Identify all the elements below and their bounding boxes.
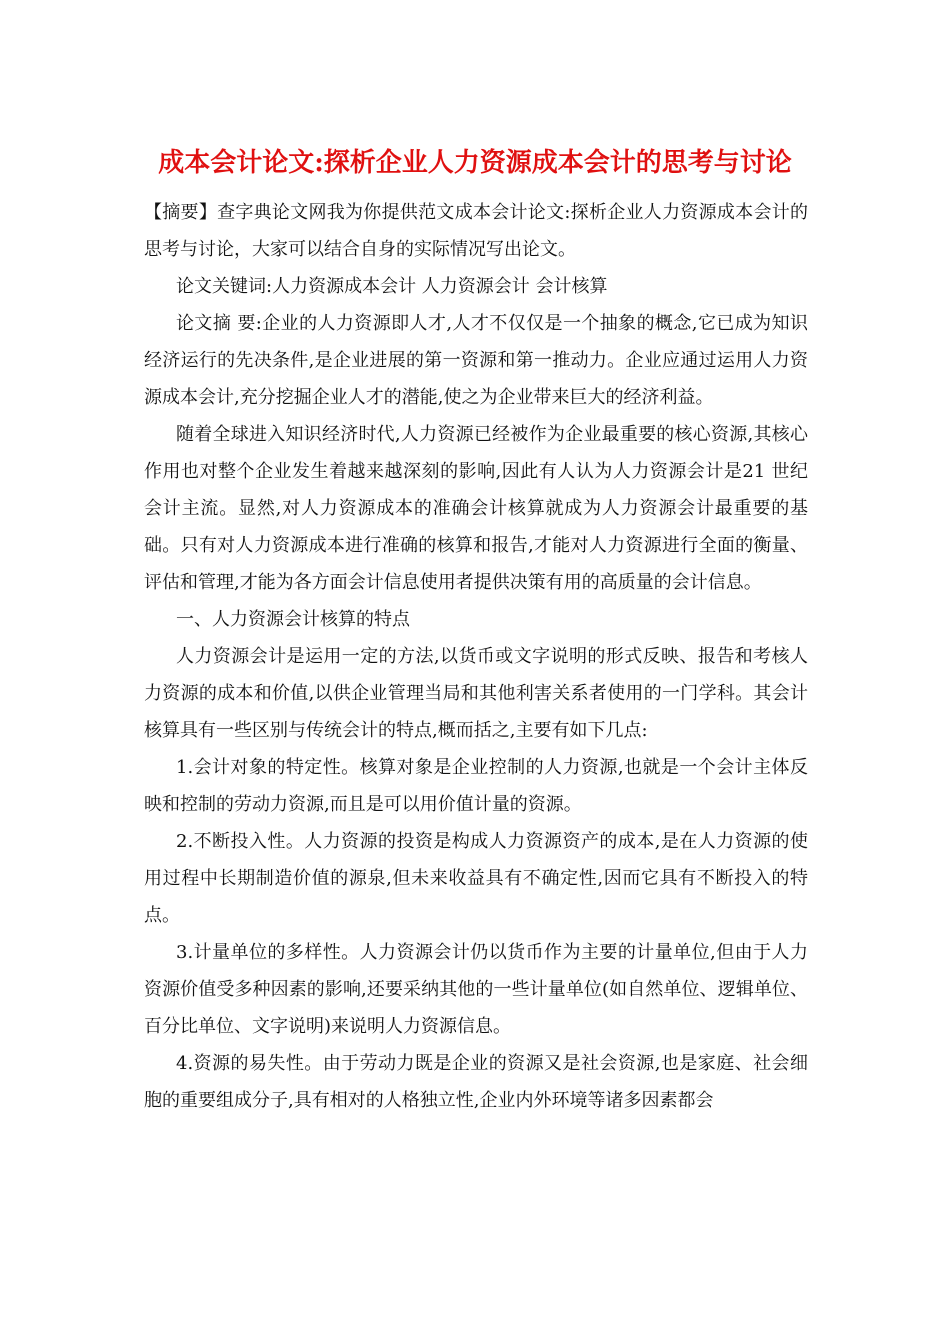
section-heading: 一、人力资源会计核算的特点: [176, 609, 410, 630]
body-paragraph: 人力资源会计是运用一定的方法,以货币或文字说明的形式反映、报告和考核人力资源的成本和价值,以供企业管理当局和其他利害关系者使用的一门学科。其会计核算具有一些区别与传统会计的特点,概而括之,主要有如下几点:: [144, 646, 808, 741]
list-item: 3.计量单位的多样性。人力资源会计仍以货币作为主要的计量单位,但由于人力资源价值受多种因素的影响,还要采纳其他的一些计量单位(如自然单位、逻辑单位、百分比单位、文字说明)来说明人力资源信息。: [144, 942, 808, 1037]
list-item: 1.会计对象的特定性。核算对象是企业控制的人力资源,也就是一个会计主体反映和控制的劳动力资源,而且是可以用价值计量的资源。: [144, 757, 808, 815]
body-paragraph: 随着全球进入知识经济时代,人力资源已经被作为企业最重要的核心资源,其核心作用也对整个企业发生着越来越深刻的影响,因此有人认为人力资源会计是21 世纪会计主流。显然,对人力资源成本的准确会计核算就成为人力资源会计最重要的基础。只有对人力资源成本进行准确的核算和报告,才能对人力资源进行全面的衡量、评估和管理,才能为各方面会计信息使用者提供决策有用的高质量的会计信息。: [144, 424, 808, 593]
keywords-paragraph: 论文关键词:人力资源成本会计 人力资源会计 会计核算: [176, 276, 608, 297]
abstract-paragraph: 【摘要】查字典论文网我为你提供范文成本会计论文:探析企业人力资源成本会计的思考与讨论，大家可以结合自身的实际情况写出论文。: [144, 202, 808, 260]
summary-paragraph: 论文摘 要:企业的人力资源即人才,人才不仅仅是一个抽象的概念,它已成为知识经济运行的先决条件,是企业进展的第一资源和第一推动力。企业应通过运用人力资源成本会计,充分挖掘企业人才的潜能,使之为企业带来巨大的经济利益。: [144, 313, 808, 408]
document-title: 成本会计论文:探析企业人力资源成本会计的思考与讨论: [158, 148, 792, 178]
list-item: 4.资源的易失性。由于劳动力既是企业的资源又是社会资源,也是家庭、社会细胞的重要组成分子,具有相对的人格独立性,企业内外环境等诸多因素都会: [144, 1053, 808, 1111]
document-body: [144, 194, 808, 1119]
list-item: 2.不断投入性。人力资源的投资是构成人力资源资产的成本,是在人力资源的使用过程中长期制造价值的源泉,但未来收益具有不确定性,因而它具有不断投入的特点。: [144, 831, 808, 926]
